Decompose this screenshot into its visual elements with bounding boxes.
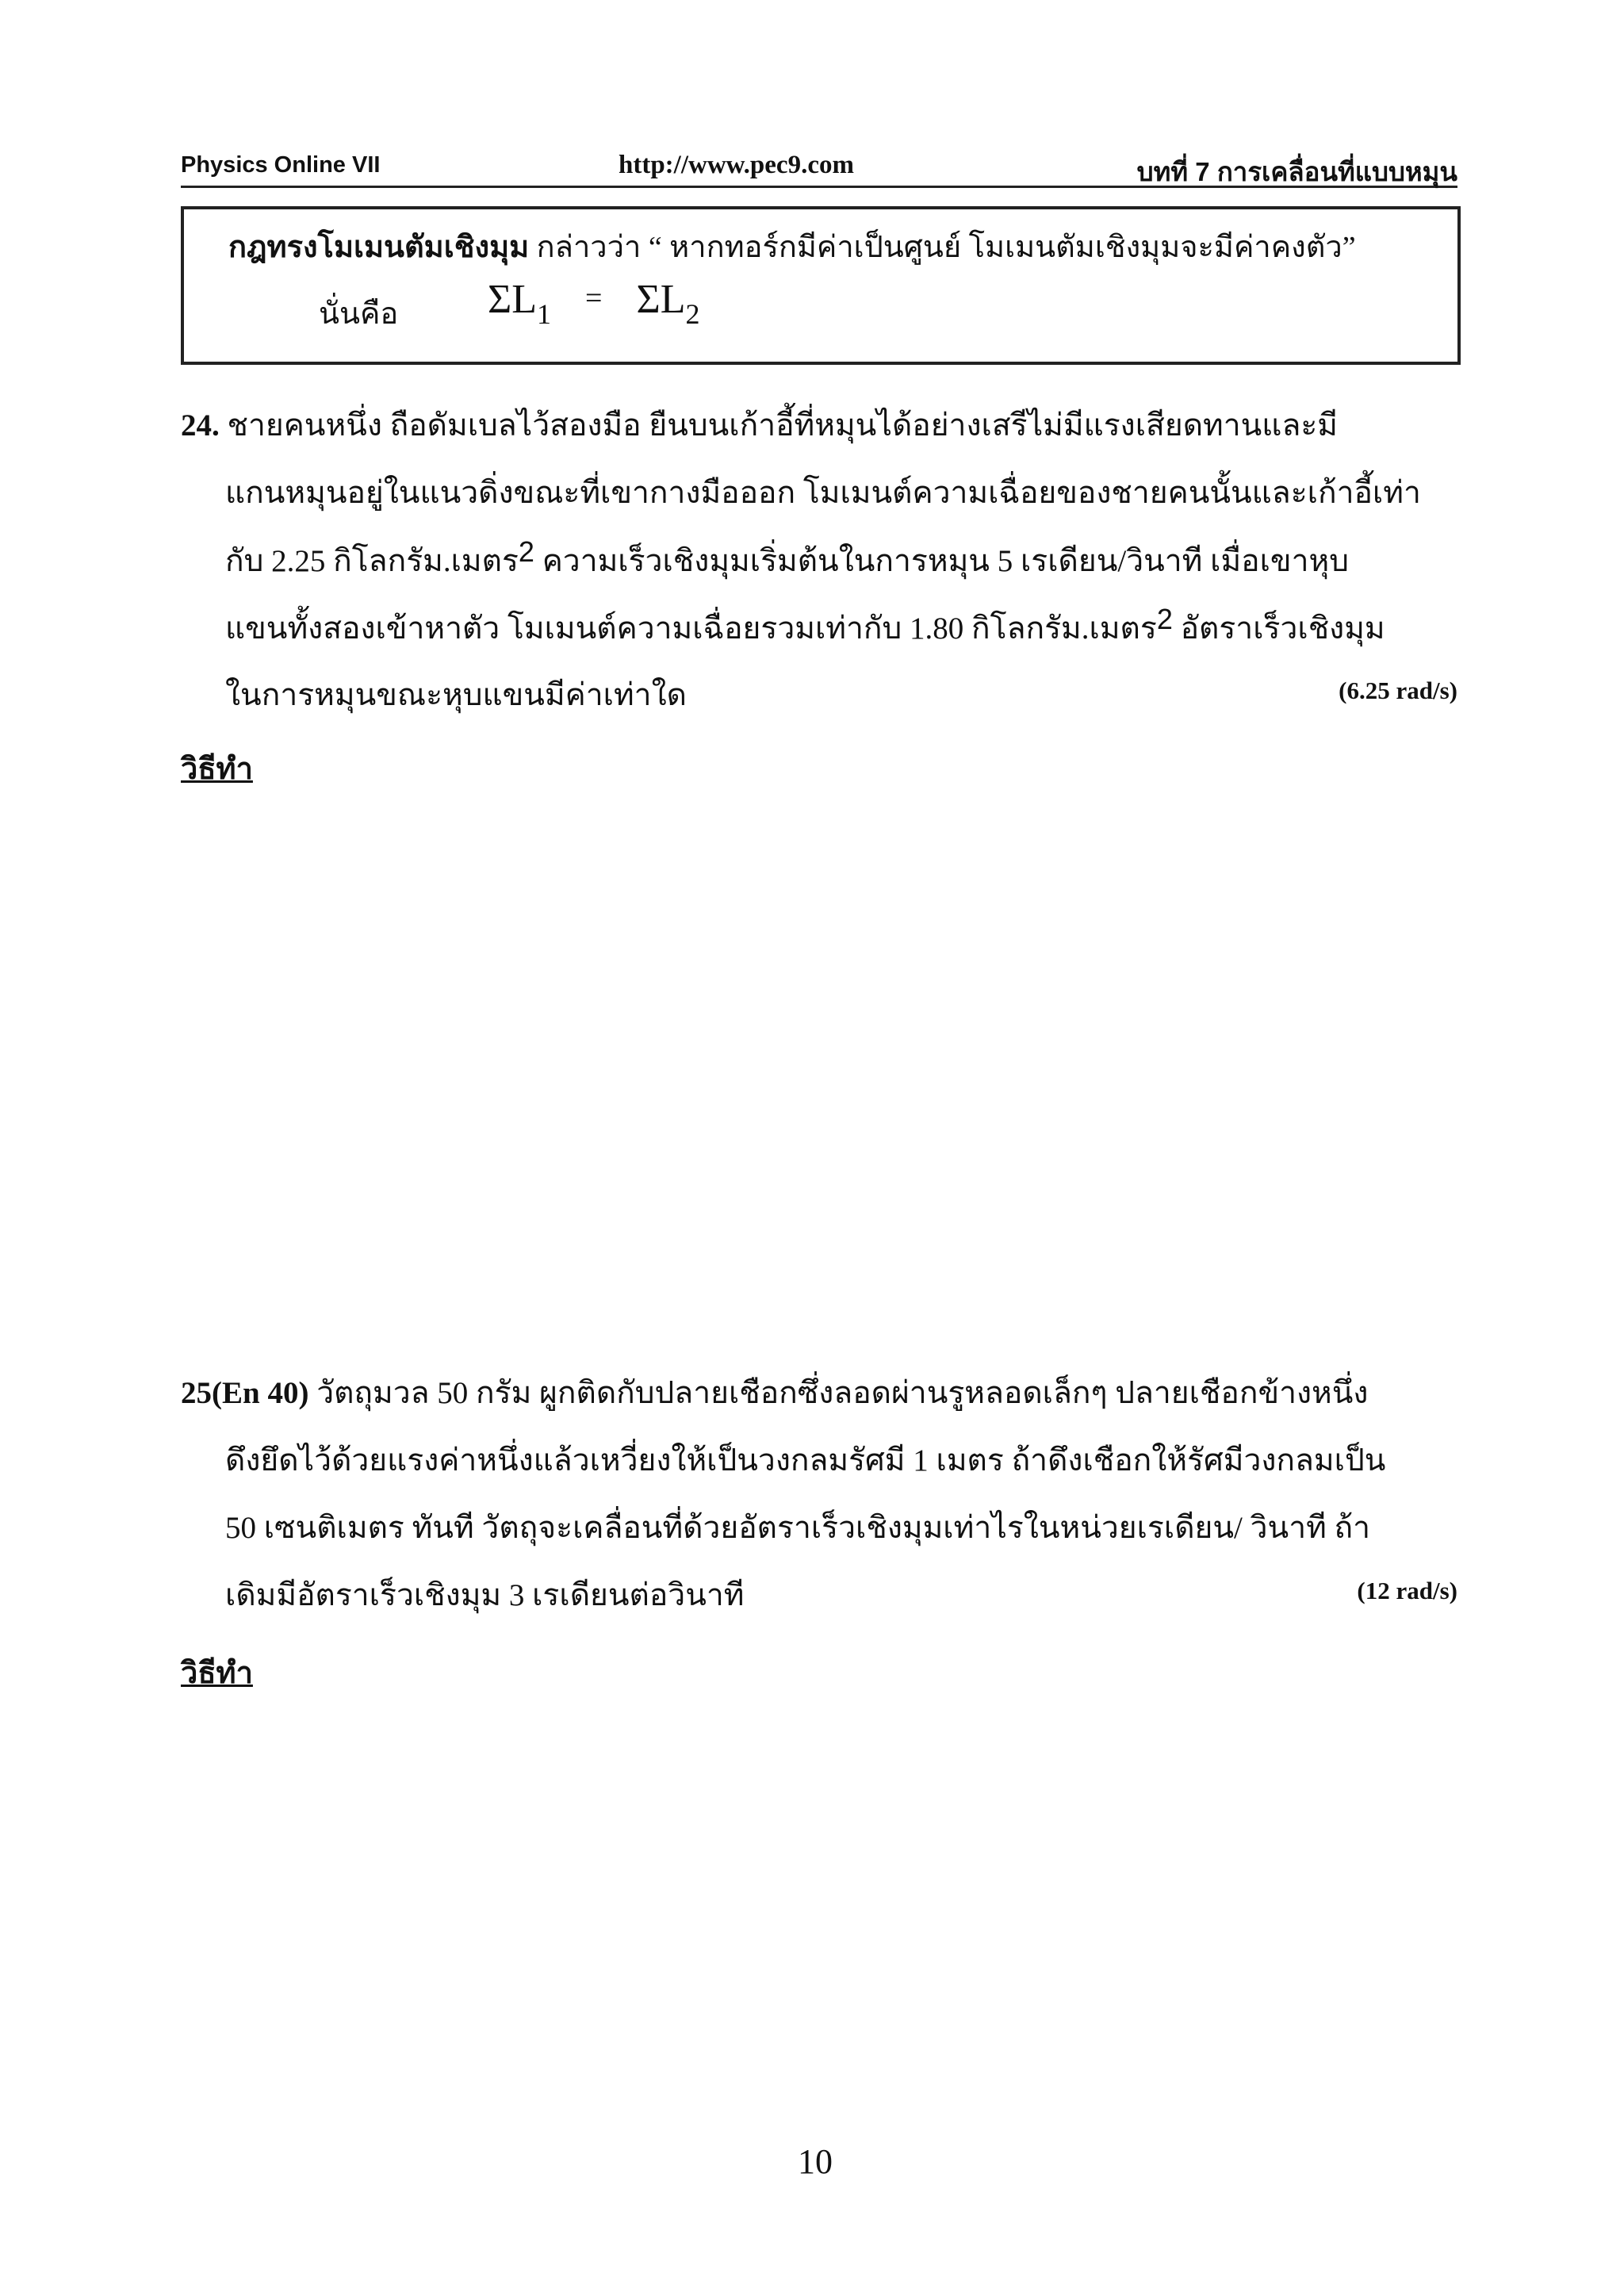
- question-line: [225, 535, 1349, 585]
- question-text: อัตราเร็วเชิงมุม: [1172, 611, 1385, 646]
- formula-equals: =: [585, 282, 603, 315]
- question-line: 50 เซนติเมตร ทันที วัตถุจะเคลื่อนที่ด้วยอัตราเร็วเชิงมุมเท่าไรในหน่วยเรเดียน/ วินาที ถ้า: [225, 1511, 1371, 1545]
- answer-label: (6.25 rad/s): [1339, 677, 1457, 704]
- question-line: [181, 401, 1338, 450]
- formula-right: ΣL: [636, 277, 686, 322]
- question-text: ชายคนหนึ่ง ถือดัมเบลไว้สองมือ ยืนบนเก้าอี้ที่หมุนได้อย่างเสรีไม่มีแรงเสียดทานและมี: [219, 408, 1338, 443]
- question-24: [181, 401, 1457, 734]
- answer-label: (12 rad/s): [1357, 1577, 1457, 1604]
- question-line: ในการหมุนขณะหุบแขนมีค่าเท่าใด: [225, 678, 687, 712]
- law-statement: กล่าวว่า “ หากทอร์กมีค่าเป็นศูนย์ โมเมนตัมเชิงมุมจะมีค่าคงตัว”: [529, 231, 1356, 264]
- page-header: [181, 151, 1457, 188]
- law-that-is-label: นั่นคือ: [319, 297, 399, 331]
- page-number: 10: [798, 2142, 833, 2181]
- unit-superscript: 2: [1156, 603, 1173, 635]
- question-line: เดิมมีอัตราเร็วเชิงมุม 3 เรเดียนต่อวินาที: [225, 1578, 745, 1612]
- header-chapter-title: บทที่ 7 การเคลื่อนที่แบบหมุน: [1136, 157, 1457, 186]
- question-line: ดึงยึดไว้ด้วยแรงค่าหนึ่งแล้วเหวี่ยงให้เป็นวงกลมรัศมี 1 เมตร ถ้าดึงเชือกให้รัศมีวงกลมเป็น: [225, 1443, 1386, 1478]
- law-title: กฎทรงโมเมนตัมเชิงมุม: [228, 231, 530, 264]
- conservation-law-box: [181, 206, 1461, 365]
- question-25: [181, 1368, 1457, 1630]
- question-number: 25(En 40): [181, 1376, 309, 1410]
- law-statement-line: [228, 222, 1356, 270]
- question-line: [181, 1368, 1368, 1417]
- question-text: แขนทั้งสองเข้าหาตัว โมเมนต์ความเฉื่อยรวมเท่ากับ 1.80 กิโลกรัม.เมตร: [225, 611, 1157, 646]
- unit-superscript: 2: [518, 535, 534, 568]
- question-text: กับ 2.25 กิโลกรัม.เมตร: [225, 544, 519, 578]
- formula-right-subscript: 2: [685, 298, 700, 330]
- formula-left-subscript: 1: [537, 298, 552, 330]
- question-line: [225, 603, 1385, 653]
- method-label: วิธีทำ: [181, 753, 253, 786]
- question-number: 24.: [181, 408, 220, 443]
- header-course-title: Physics Online VII: [181, 152, 381, 178]
- method-label: วิธีทำ: [181, 1657, 253, 1690]
- question-line: แกนหมุนอยู่ในแนวดิ่งขณะที่เขากางมือออก โมเมนต์ความเฉื่อยของชายคนนั้นและเก้าอี้เท่า: [225, 476, 1421, 510]
- question-text: วัตถุมวล 50 กรัม ผูกติดกับปลายเชือกซึ่งลอดผ่านรูหลอดเล็กๆ ปลายเชือกข้างหนึ่ง: [308, 1376, 1369, 1410]
- law-formula: [488, 276, 700, 331]
- formula-left: ΣL: [488, 277, 538, 322]
- header-website-url: http://www.pec9.com: [619, 151, 854, 179]
- question-text: ความเร็วเชิงมุมเริ่มต้นในการหมุน 5 เรเดียน/วินาที เมื่อเขาหุบ: [534, 544, 1349, 578]
